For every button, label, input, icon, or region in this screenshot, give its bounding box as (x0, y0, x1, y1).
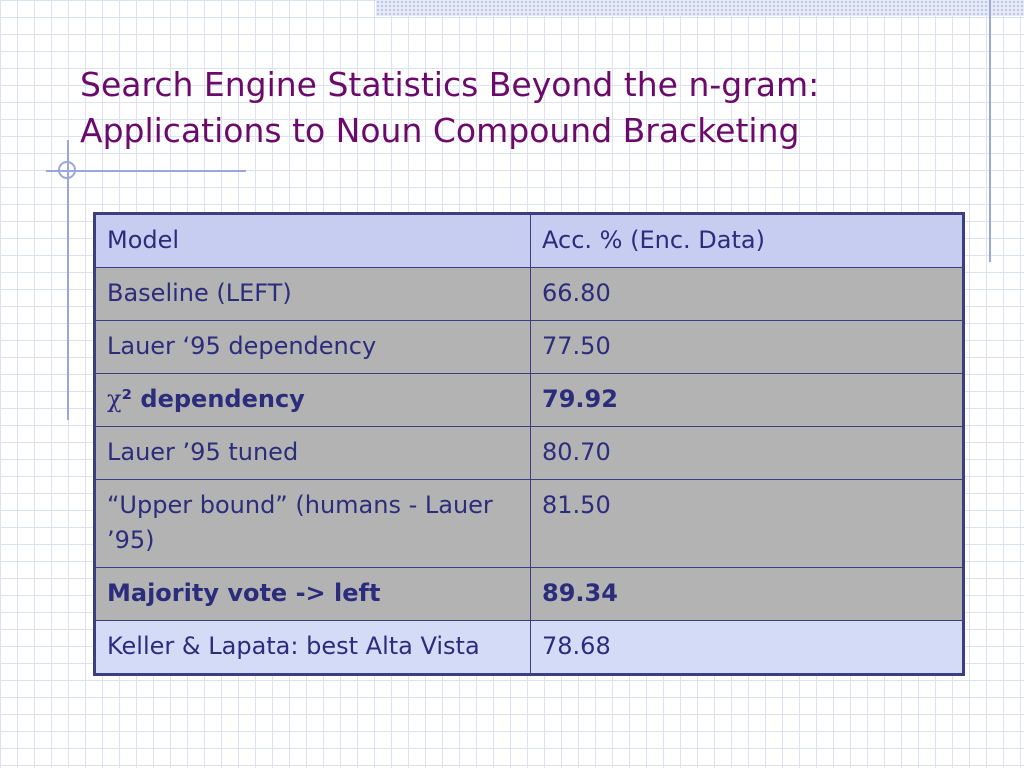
chi-symbol: χ (107, 385, 122, 413)
model-cell: Baseline (LEFT) (95, 268, 531, 321)
table-row (95, 480, 964, 568)
decorative-circle-icon (58, 161, 76, 179)
results-table (93, 212, 965, 676)
decorative-top-band (376, 0, 1024, 16)
table-row (95, 321, 964, 374)
model-cell: “Upper bound” (humans - Lauer ’95) (95, 480, 531, 568)
slide-title-line-1: Search Engine Statistics Beyond the n-gram: (80, 65, 820, 104)
table-row (95, 268, 964, 321)
accuracy-cell: 89.34 (531, 568, 964, 621)
model-cell-text: ² dependency (121, 385, 305, 413)
accuracy-cell: 79.92 (531, 374, 964, 427)
table-header-row (95, 214, 964, 268)
accuracy-cell: 78.68 (531, 621, 964, 675)
accuracy-cell: 66.80 (531, 268, 964, 321)
model-cell: Lauer ‘95 dependency (95, 321, 531, 374)
header-cell-model: Model (95, 214, 531, 268)
slide-title (80, 62, 980, 154)
table-row-highlight (95, 374, 964, 427)
model-cell: Lauer ’95 tuned (95, 427, 531, 480)
header-cell-accuracy: Acc. % (Enc. Data) (531, 214, 964, 268)
model-cell: Majority vote -> left (95, 568, 531, 621)
decorative-vertical-line-right (989, 0, 991, 262)
table-row (95, 427, 964, 480)
accuracy-cell: 77.50 (531, 321, 964, 374)
accuracy-cell: 80.70 (531, 427, 964, 480)
model-cell: Keller & Lapata: best Alta Vista (95, 621, 531, 675)
table-row (95, 621, 964, 675)
slide-title-line-2: Applications to Noun Compound Bracketing (80, 111, 800, 150)
decorative-vertical-line-left (67, 140, 69, 420)
accuracy-cell: 81.50 (531, 480, 964, 568)
decorative-horizontal-line (46, 170, 246, 172)
model-cell (95, 374, 531, 427)
table-row-highlight (95, 568, 964, 621)
